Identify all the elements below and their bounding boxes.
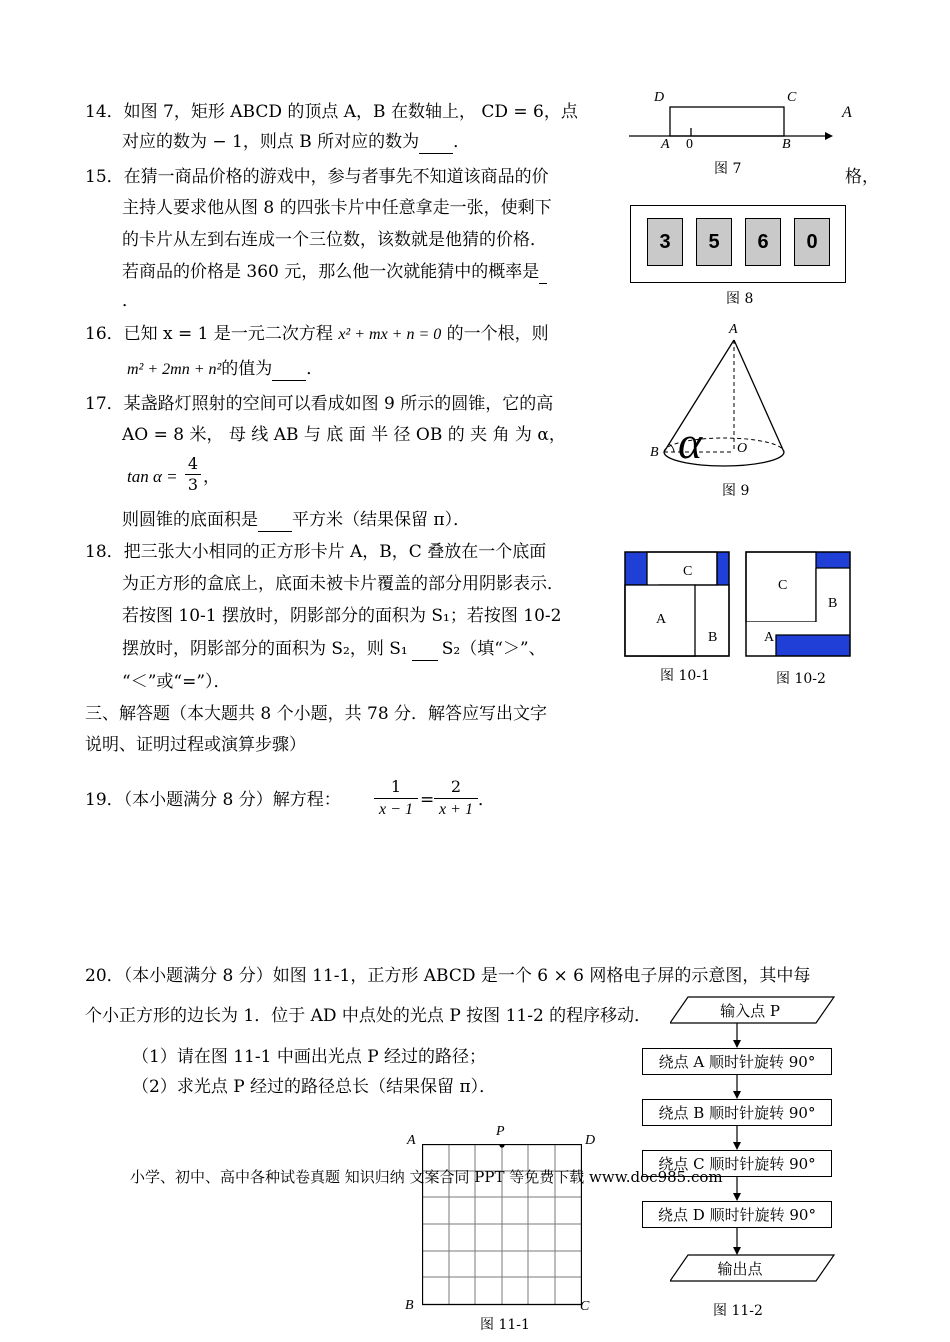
section3-line1: 三、解答题（本大题共 8 个小题，共 78 分．解答应写出文字 <box>85 704 548 724</box>
fig10-1-label-b: B <box>708 630 718 645</box>
q19-fraction-left-den: x − 1 <box>374 798 418 821</box>
q15-line4-text: 若商品的价格是 360 元，那么他一次就能猜中的概率是 <box>122 262 540 282</box>
q17-line4-text: 则圆锥的底面积是 <box>122 510 258 530</box>
fig9-caption: 图 9 <box>722 483 750 499</box>
fig11-2-step-2: 绕点 B 顺时针旋转 90° <box>642 1099 832 1126</box>
q20-line2: 个小正方形的边长为 1．位于 AD 中点处的光点 P 按图 11-2 的程序移动． <box>85 1006 652 1026</box>
q19-fraction-left <box>374 776 418 821</box>
q17-fraction-den: 3 <box>185 474 201 495</box>
q18-line3: 若按图 10-1 摆放时，阴影部分的面积为 S₁；若按图 10-2 <box>122 606 562 626</box>
fig9-label-o: O <box>737 441 748 456</box>
q14-line2 <box>122 131 470 154</box>
q17-tan-lhs: tan α = <box>127 467 178 486</box>
q17-line4 <box>122 509 470 532</box>
fig11-1-label-d: D <box>585 1133 596 1148</box>
fig7-label-b: B <box>782 137 791 152</box>
q18-line4-end: S₂（填“＞”、 <box>441 639 546 659</box>
watermark: 小学、初中、高中各种试卷真题 知识归纳 文案合同 PPT 等免费下载 www.doc985.com <box>130 1168 723 1186</box>
fig10-2-caption: 图 10-2 <box>776 671 826 687</box>
q17-line2: AO = 8 米， 母 线 AB 与 底 面 半 径 OB 的 夹 角 为 α， <box>122 425 566 445</box>
fig10-1-label-a: A <box>656 612 667 627</box>
fig7-label-d: D <box>654 90 665 105</box>
q16-line1-text: 16．已知 x = 1 是一元二次方程 <box>85 324 333 344</box>
q16-line2-text: 的值为 <box>221 359 273 379</box>
q16-line2-end: ． <box>306 359 324 379</box>
q19-text: 19．（本小题满分 8 分）解方程： <box>85 790 341 810</box>
q16-line1-end: 的一个根，则 <box>446 324 549 344</box>
q15-line2: 主持人要求他从图 8 的四张卡片中任意拿走一张，使剩下 <box>122 198 552 218</box>
q20-line1: 20．（本小题满分 8 分）如图 11-1，正方形 ABCD 是一个 6 × 6 网格电子屏的示意图，其中每 <box>85 966 811 986</box>
q20-sub2: （2）求光点 P 经过的路径总长（结果保留 π）． <box>132 1077 497 1097</box>
q19-fraction-right <box>434 776 478 821</box>
q19-end: ． <box>478 790 495 810</box>
q16-line1 <box>85 323 549 346</box>
q17-fraction <box>185 454 201 495</box>
q18-answer-blank <box>412 638 438 661</box>
q15-line4 <box>122 261 547 284</box>
q15-line1: 15．在猜一商品价格的游戏中，参与者事先不知道该商品的价 <box>85 167 549 187</box>
q15-answer-blank <box>539 261 547 284</box>
q18-line2: 为正方形的盒底上，底面未被卡片覆盖的部分用阴影表示． <box>122 574 564 594</box>
q19-fraction-left-num: 1 <box>390 777 402 796</box>
q16-line2 <box>127 358 323 381</box>
fig11-2-caption: 图 11-2 <box>713 1303 763 1319</box>
fig9-label-a: A <box>729 322 738 337</box>
fig9-alpha: α <box>678 417 703 468</box>
fig8-card-1: 3 <box>647 218 683 266</box>
q17-comma: ， <box>203 467 220 487</box>
fig10-1-label-c: C <box>683 564 693 579</box>
q15-line5: ． <box>122 291 139 311</box>
q17-tan <box>127 466 178 488</box>
fig8-card-3: 6 <box>745 218 781 266</box>
q18-line1: 18．把三张大小相同的正方形卡片 A，B，C 叠放在一个底面 <box>85 542 547 562</box>
fig11-1-label-b: B <box>405 1298 414 1313</box>
section3-line2: 说明、证明过程或演算步骤） <box>85 735 306 755</box>
fig11-1-label-a: A <box>407 1133 416 1148</box>
q15-line3: 的卡片从左到右连成一个三位数，该数就是他猜的价格． <box>122 230 547 250</box>
q19-fraction-right-num: 2 <box>450 777 462 796</box>
q18-line4 <box>122 638 546 661</box>
q15-overflow: 格， <box>845 167 879 187</box>
q14-overflow-a: A <box>842 104 852 121</box>
q14-line2-end: ． <box>453 132 471 152</box>
q16-expression: m² + 2mn + n² <box>127 361 222 378</box>
fig8-card-4: 0 <box>794 218 830 266</box>
fig11-2-step-4: 绕点 D 顺时针旋转 90° <box>642 1201 832 1228</box>
fig11-2-input: 输入点 P <box>720 1002 780 1020</box>
q17-line4-end: 平方米（结果保留 π）． <box>292 510 471 530</box>
q19-equals: = <box>420 790 435 810</box>
fig8-caption: 图 8 <box>726 291 754 307</box>
fig9-label-b: B <box>650 445 659 460</box>
q14-line1: 14．如图 7，矩形 ABCD 的顶点 A，B 在数轴上， CD = 6，点 <box>85 102 578 122</box>
fig7-label-a: A <box>661 137 670 152</box>
fig11-2-output: 输出点 <box>717 1260 763 1278</box>
fig7-label-zero: 0 <box>686 137 693 152</box>
fig11-2-step-3: 绕点 C 顺时针旋转 90° <box>642 1150 832 1177</box>
fig7-caption: 图 7 <box>714 161 742 177</box>
q17-answer-blank <box>258 509 292 532</box>
q17-fraction-num: 4 <box>187 454 199 473</box>
fig11-1-caption: 图 11-1 <box>480 1317 530 1333</box>
q16-equation: x² + mx + n = 0 <box>338 326 442 343</box>
fig11-2-connectors <box>670 995 840 1295</box>
fig10-2-label-a: A <box>764 630 775 645</box>
fig10-2-label-b: B <box>828 596 838 611</box>
fig10-1-caption: 图 10-1 <box>660 668 710 684</box>
fig7-label-c: C <box>787 90 797 105</box>
fig11-1-label-p: P <box>496 1124 505 1139</box>
q14-line2-text: 对应的数为 − 1，则点 B 所对应的数为 <box>122 132 420 152</box>
q18-line5: “＜”或“=”）． <box>122 672 231 692</box>
q17-line1: 17．某盏路灯照射的空间可以看成如图 9 所示的圆锥，它的高 <box>85 394 554 414</box>
fig8-card-2: 5 <box>696 218 732 266</box>
fig10-2-label-c: C <box>778 578 788 593</box>
q18-line4-text: 摆放时，阴影部分的面积为 S₂，则 S₁ <box>122 639 408 659</box>
q16-answer-blank <box>272 358 306 381</box>
fig11-1-label-c: C <box>580 1299 590 1314</box>
fig11-2-step-1: 绕点 A 顺时针旋转 90° <box>642 1048 832 1075</box>
q20-sub1: （1）请在图 11-1 中画出光点 P 经过的路径； <box>132 1047 487 1067</box>
q14-answer-blank <box>419 131 453 154</box>
fig9-diagram <box>640 318 790 478</box>
q19-fraction-right-den: x + 1 <box>434 798 478 821</box>
